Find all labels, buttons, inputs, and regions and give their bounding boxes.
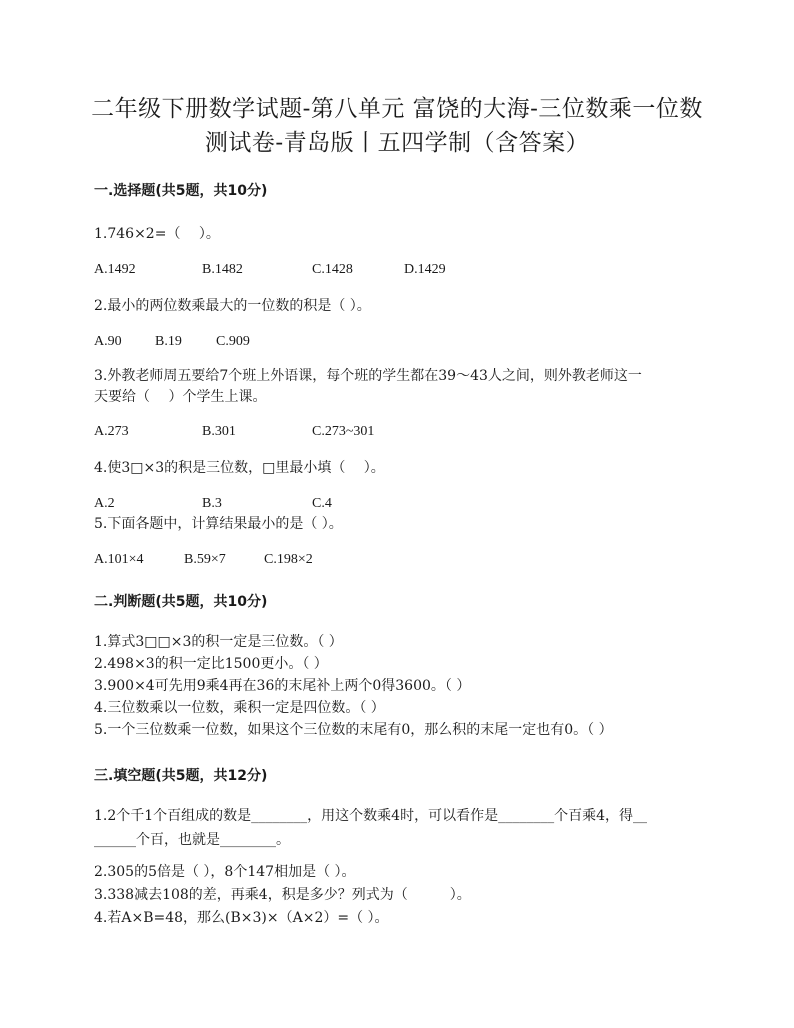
choice-option: C.909 — [216, 334, 250, 349]
choice-option: A.2 — [94, 496, 115, 511]
choice-option: A.101×4 — [94, 552, 144, 567]
true-false-item: 4.三位数乘以一位数，乘积一定是四位数。（ ） — [94, 700, 385, 716]
fill-question-2: 2.305的5倍是（ ），8个147相加是（ ）。 — [94, 864, 356, 880]
choice-option: B.19 — [155, 334, 182, 349]
choice-option: C.198×2 — [264, 552, 313, 567]
true-false-item: 2.498×3的积一定比1500更小。（ ） — [94, 656, 328, 672]
choice-option: B.3 — [202, 496, 222, 511]
fill-question-1-line-2: ______个百，也就是________。 — [94, 832, 290, 848]
fill-question-3: 3.338减去108的差，再乘4，积是多少？列式为（ ）。 — [94, 887, 471, 903]
choice-question-3-line-2: 天要给（ ）个学生上课。 — [94, 389, 267, 405]
page-title-line-1: 二年级下册数学试题-第八单元 富饶的大海-三位数乘一位数 — [91, 96, 703, 122]
choice-question-2: 2.最小的两位数乘最大的一位数的积是（ ）。 — [94, 298, 371, 314]
choice-question-1: 1.746×2=（ ）。 — [94, 226, 220, 242]
true-false-item: 5.一个三位数乘一位数，如果这个三位数的末尾有0，那么积的末尾一定也有0。（ ） — [94, 722, 613, 738]
true-false-item: 1.算式3□□×3的积一定是三位数。（ ） — [94, 634, 343, 650]
section-heading-fill-blank: 三.填空题(共5题，共12分) — [94, 768, 268, 784]
choice-question-5: 5.下面各题中，计算结果最小的是（ ）。 — [94, 516, 343, 532]
section-heading-true-false: 二.判断题(共5题，共10分) — [94, 594, 268, 610]
choice-option: B.1482 — [202, 262, 243, 277]
true-false-item: 3.900×4可先用9乘4再在36的末尾补上两个0得3600。（ ） — [94, 678, 471, 694]
choice-option: A.1492 — [94, 262, 136, 277]
choice-option: C.1428 — [312, 262, 353, 277]
choice-option: A.90 — [94, 334, 122, 349]
choice-option: B.301 — [202, 424, 236, 439]
choice-option: C.4 — [312, 496, 332, 511]
choice-option: B.59×7 — [184, 552, 226, 567]
choice-option: A.273 — [94, 424, 129, 439]
page-title-line-2: 测试卷-青岛版丨五四学制（含答案） — [204, 130, 590, 156]
choice-option: D.1429 — [404, 262, 446, 277]
choice-option: C.273~301 — [312, 424, 375, 439]
section-heading-choice: 一.选择题(共5题，共10分) — [94, 183, 268, 199]
fill-question-4: 4.若A×B=48，那么(B×3)×（A×2）=（ ）。 — [94, 910, 389, 926]
fill-question-1-line-1: 1.2个千1个百组成的数是________，用这个数乘4时，可以看作是________个百乘4，得__ — [94, 808, 647, 824]
choice-question-4: 4.使3□×3的积是三位数，□里最小填（ ）。 — [94, 460, 385, 476]
choice-question-3-line-1: 3.外教老师周五要给7个班上外语课，每个班的学生都在39～43人之间，则外教老师这一 — [94, 368, 642, 384]
